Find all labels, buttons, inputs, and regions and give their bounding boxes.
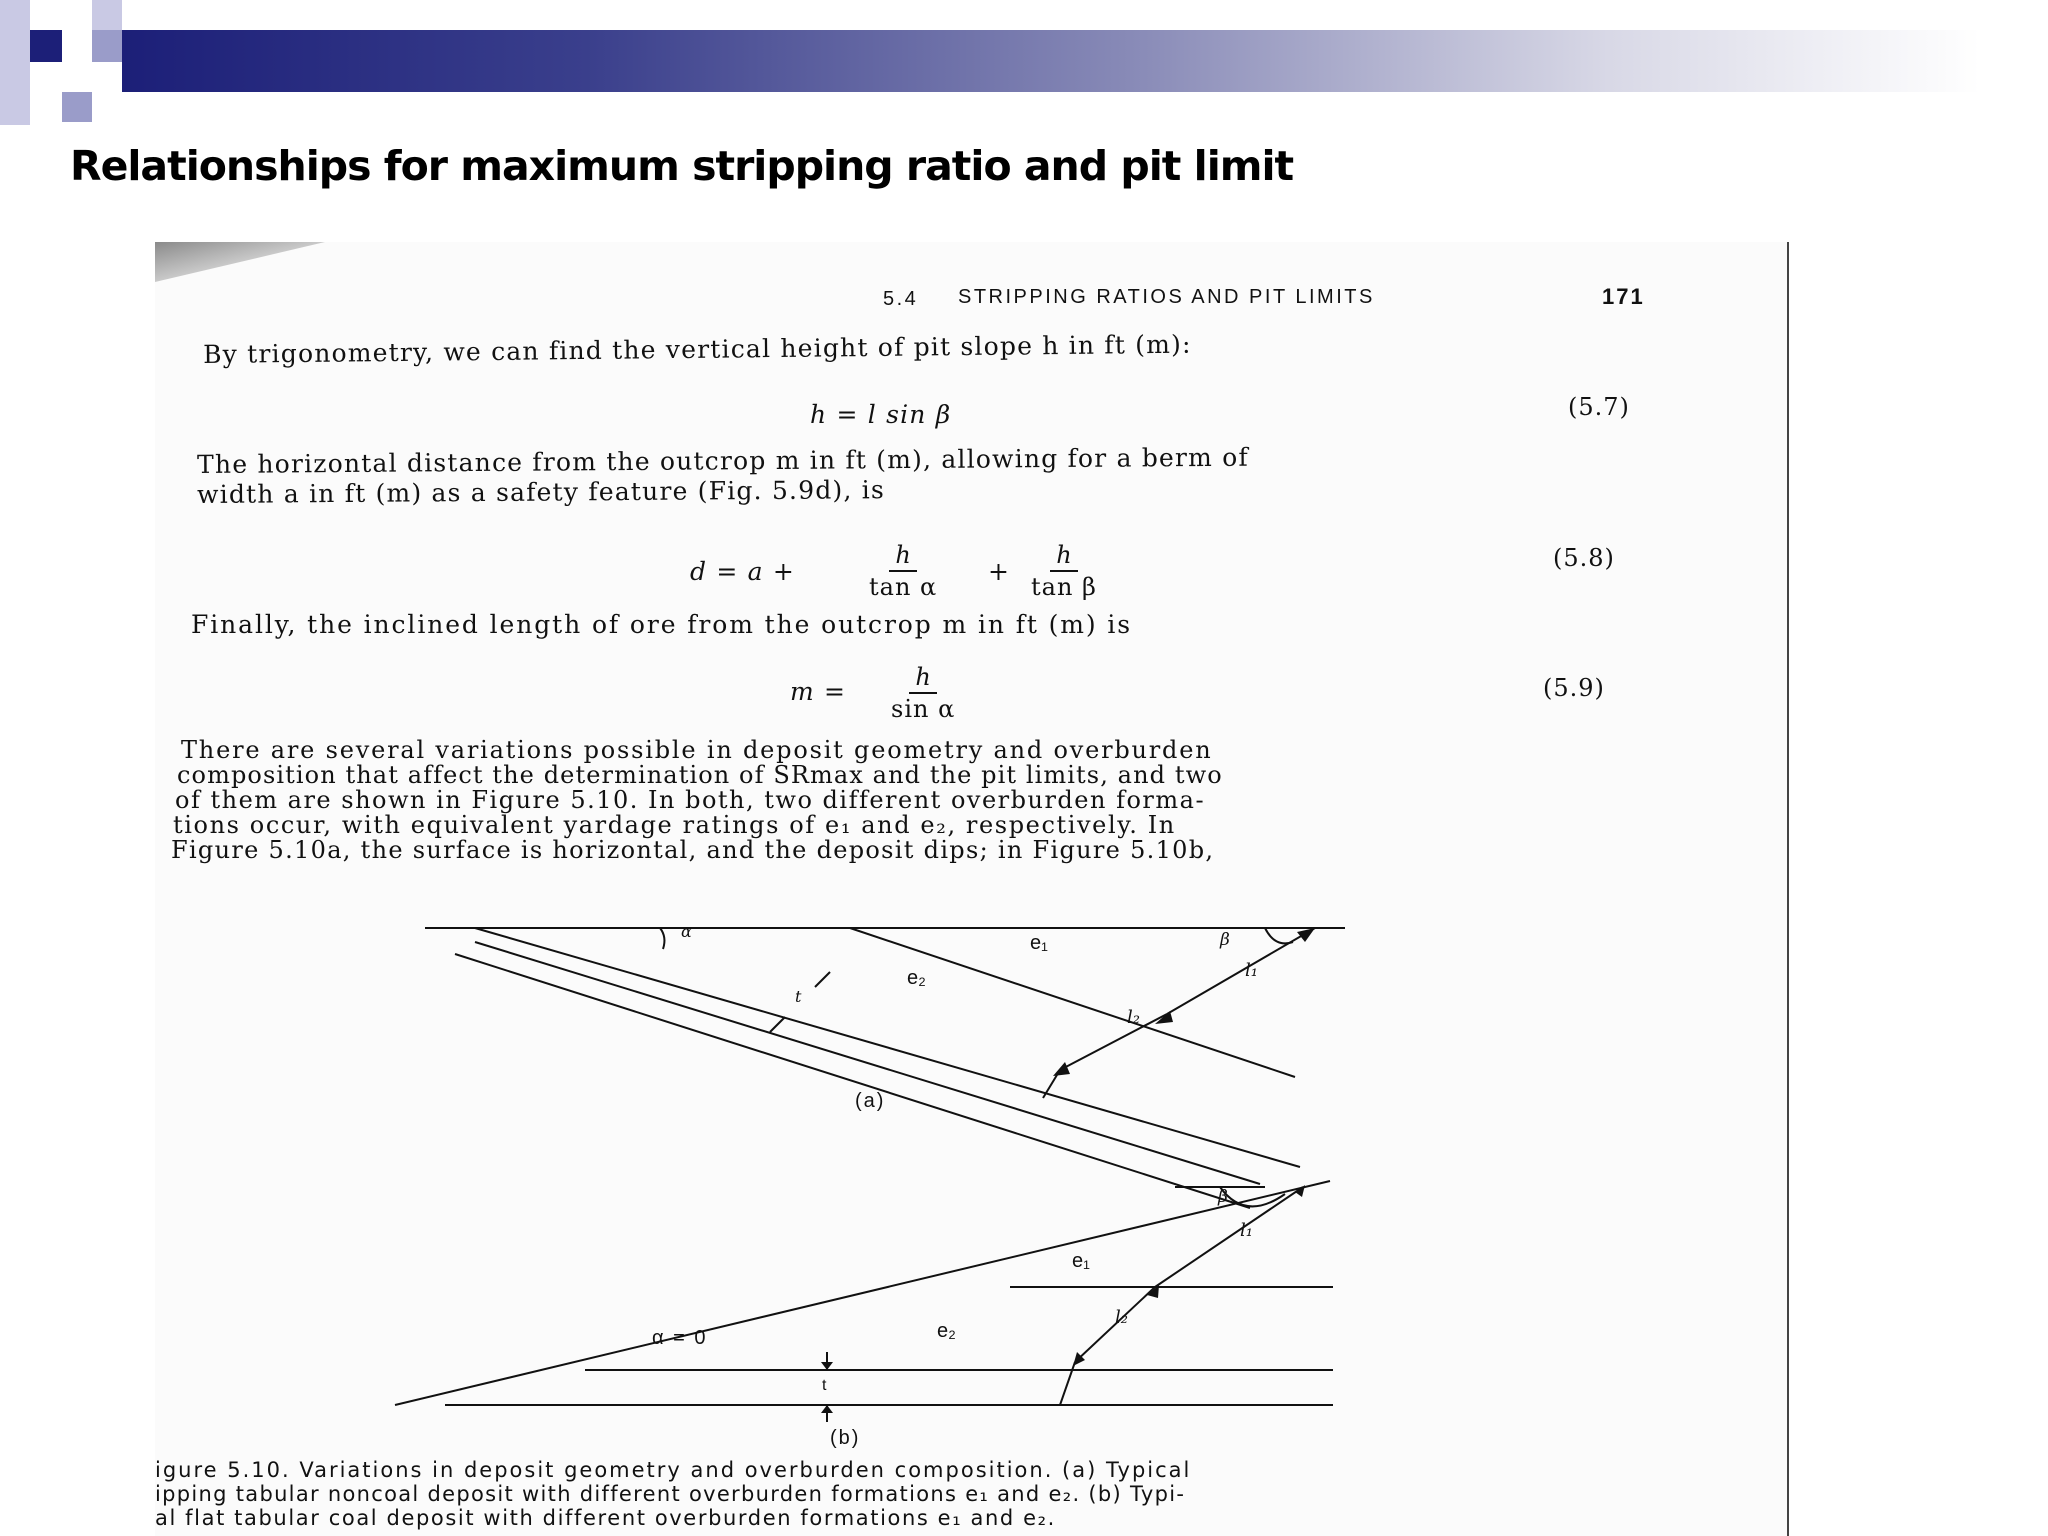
fig-b-label-l1: l₁: [1240, 1220, 1253, 1241]
page-number: 171: [1602, 284, 1645, 309]
fig-b-slope-tail: [1060, 1362, 1075, 1405]
fraction-numerator: h: [909, 662, 936, 694]
fig-b-label-e1: e₁: [1072, 1250, 1090, 1272]
fig-a-dip-line-2: [475, 942, 1260, 1184]
paragraph-trigonometry: By trigonometry, we can find the vertical height of pit slope h in ft (m):: [203, 329, 1192, 369]
figure-5-10-diagram: [155, 242, 1787, 1536]
scanned-book-page: [155, 242, 1789, 1536]
figure-caption-line1: igure 5.10. Variations in deposit geometry and overburden composition. (a) Typical: [155, 1458, 1192, 1482]
fig-b-arrowhead: [1295, 1185, 1305, 1197]
fig-a-dip-line-1: [475, 928, 1300, 1167]
fig-b-t-arrowhead: [821, 1362, 833, 1370]
slide-title: Relationships for maximum stripping ratio and pit limit: [70, 142, 1294, 190]
fig-a-label-l1: l₁: [1245, 960, 1258, 981]
fig-a-t-arrow-top: [815, 972, 830, 987]
fig-b-label-l2: l₂: [1115, 1307, 1128, 1328]
fig-a-label-l2: l₂: [1127, 1007, 1140, 1028]
fig-a-label-beta: β: [1220, 930, 1230, 950]
equation-5-8-lhs: d = a +: [690, 557, 796, 586]
fig-a-alpha-arc: [660, 928, 664, 949]
paragraph-horizontal-distance-line1: The horizontal distance from the outcrop m in ft (m), allowing for a berm of: [197, 442, 1249, 479]
fig-b-label-alpha: α = 0: [652, 1327, 708, 1349]
paragraph-horizontal-distance-line2: width a in ft (m) as a safety feature (Fig. 5.9d), is: [197, 475, 886, 509]
page-header-title: STRIPPING RATIOS AND PIT LIMITS: [958, 286, 1375, 308]
page-header-section: 5.4: [883, 288, 919, 310]
fig-a-beta-arc: [1265, 928, 1293, 943]
figure-caption-line3: al flat tabular coal deposit with different overburden formations e₁ and e₂.: [155, 1506, 1056, 1530]
fig-b-label-t: t: [822, 1377, 827, 1394]
fig-b-surface-line: [395, 1181, 1330, 1405]
paragraph-variations-line1: There are several variations possible in deposit geometry and overburden: [181, 736, 1213, 764]
logo-square-light: [92, 0, 122, 30]
fig-b-caption: (b): [830, 1427, 861, 1449]
fig-a-label-t: t: [795, 987, 802, 1006]
fig-a-label-alpha: α: [681, 922, 692, 941]
paragraph-variations-line5: Figure 5.10a, the surface is horizontal, and the deposit dips; in Figure 5.10b,: [171, 836, 1215, 864]
equation-number-5-7: (5.7): [1568, 393, 1630, 421]
fig-b-label-beta: β: [1218, 1187, 1228, 1207]
fraction-denominator: tan β: [1031, 573, 1097, 601]
fig-a-slope-l1: [1167, 928, 1315, 1014]
paragraph-variations-line2: composition that affect the determination of SRmax and the pit limits, and two: [177, 761, 1223, 789]
fig-a-slope-l2: [1060, 1014, 1167, 1070]
title-banner-gradient: [122, 30, 1980, 92]
fig-a-dip-line-3: [455, 954, 1250, 1208]
fig-a-t-arrow-bottom: [770, 1017, 785, 1032]
fig-a-label-e1: e₁: [1030, 932, 1048, 954]
fraction-denominator: sin α: [891, 695, 956, 723]
equation-number-5-9: (5.9): [1543, 674, 1605, 702]
figure-caption-line2: ipping tabular noncoal deposit with different overburden formations e₁ and e₂. (b) Typi-: [155, 1482, 1186, 1506]
paragraph-variations-line3: of them are shown in Figure 5.10. In both, two different overburden forma-: [175, 786, 1206, 814]
logo-square-mid: [92, 30, 122, 62]
fig-a-arrowhead: [1053, 1062, 1070, 1076]
fig-a-arrowhead: [1297, 928, 1315, 942]
fraction-numerator: h: [889, 540, 916, 572]
equation-number-5-8: (5.8): [1553, 544, 1615, 572]
fig-a-label-e2: e₂: [907, 967, 926, 989]
fraction-numerator: h: [1050, 540, 1077, 572]
paragraph-variations-line4: tions occur, with equivalent yardage ratings of e₁ and e₂, respectively. In: [173, 811, 1176, 839]
fig-b-beta-arc: [1220, 1187, 1285, 1206]
logo-square-mid: [62, 92, 92, 122]
fig-a-dip-line-4: [850, 928, 1295, 1077]
fraction-denominator: tan α: [869, 573, 938, 601]
logo-square-dark: [30, 30, 62, 62]
fig-b-t-arrowhead: [821, 1405, 833, 1413]
paragraph-inclined-length: Finally, the inclined length of ore from the outcrop m in ft (m) is: [191, 610, 1133, 639]
fig-b-label-e2: e₂: [937, 1320, 956, 1342]
equation-5-8-plus: +: [988, 557, 1011, 586]
fig-a-arrowhead: [1155, 1011, 1173, 1024]
equation-5-9-lhs: m =: [790, 677, 847, 706]
fig-a-caption: (a): [855, 1090, 886, 1112]
equation-5-7: h = l sin β: [810, 400, 952, 429]
logo-square-light: [0, 0, 30, 125]
